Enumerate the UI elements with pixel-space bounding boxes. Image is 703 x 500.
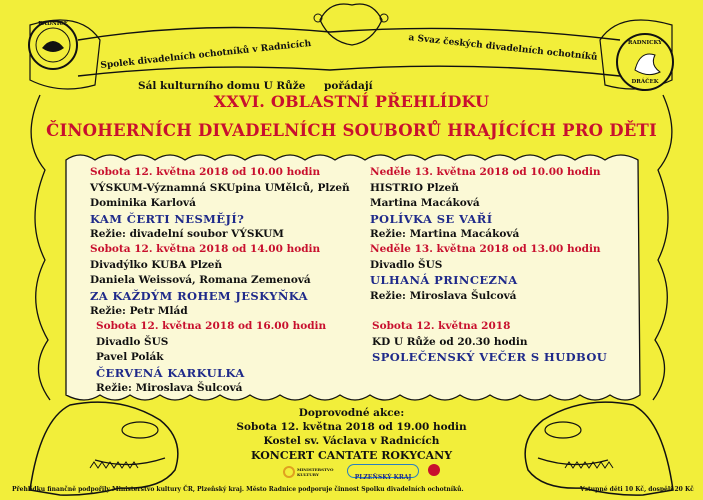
right-organizer: a Svaz českých divadelních ochotníků (407, 33, 598, 63)
event-date: Neděle 13. května 2018 od 10.00 hodin (370, 166, 601, 178)
event-card (96, 319, 326, 397)
event-date: Neděle 13. května 2018 od 13.00 hodin (370, 243, 601, 255)
jester-hat (320, 4, 382, 45)
radnice-logo-text: RADNICE (38, 21, 68, 27)
event-card (90, 165, 350, 243)
left-organizer: Spolek divadelních ochotníků v Radnicích (100, 38, 312, 72)
event-author: Martina Macáková (370, 197, 480, 209)
event-date: Sobota 12. května 2018 od 16.00 hodin (96, 320, 327, 332)
event-date: Sobota 12. května 2018 od 14.00 hodin (90, 243, 321, 255)
event-director: Režie: Miroslava Šulcová (370, 289, 517, 302)
footer-admission: Vstupné děti 10 Kč, dospělí 20 Kč (580, 486, 694, 493)
event-title: ČERVENÁ KARKULKA (96, 365, 245, 380)
event-director: Režie: Martina Macáková (370, 228, 520, 240)
event-title: POLÍVKA SE VAŘÍ (370, 211, 493, 226)
event-director: Režie: Petr Mlád (90, 305, 188, 317)
event-title: ULHANÁ PRINCEZNA (370, 273, 518, 287)
event-author: Dominika Karlová (90, 197, 196, 209)
radnice-crest-icon (428, 464, 440, 476)
event-title: KAM ČERTI NESMĚJÍ? (90, 211, 245, 226)
festival-title-line2: ČINOHERNÍCH DIVADELNÍCH SOUBORŮ HRAJÍCÍCH PRO DĚTI (46, 121, 657, 140)
venue-line: Sál kulturního domu U Růže (138, 80, 306, 92)
accompanying-heading: Doprovodné akce: (298, 407, 405, 419)
event-group: VÝSKUM-Významná SKUpina UMělců, Plzeň (90, 181, 350, 194)
accompanying-line3: KONCERT CANTATE ROKYCANY (250, 449, 453, 462)
event-title: ZA KAŽDÝM ROHEM JESKYŇKA (90, 288, 308, 303)
event-card (90, 242, 320, 320)
dracek-logo-top-text: RADNICKÝ (627, 40, 663, 46)
accompanying-line2: Kostel sv. Václava v Radnicích (263, 435, 440, 447)
dracek-logo-bottom-text: DRÁČEK (631, 79, 659, 85)
footer-support: Přehlídku finančně podpořily Ministerstvo kultury ČR, Plzeňský kraj. Město Radnice podporuje činnost Spolku divadelních ochotníků. (12, 486, 464, 493)
event-group: Divadlo ŠUS (370, 258, 443, 271)
event-author: Daniela Weissová, Romana Zemenová (90, 274, 311, 286)
presenter-verb: pořádají (324, 80, 373, 92)
event-author: Pavel Polák (96, 351, 164, 363)
event-director: Režie: Miroslava Šulcová (96, 382, 243, 394)
festival-title-line1: XXVI. OBLASTNÍ PŘEHLÍDKU (213, 92, 490, 111)
event-group: Divadýlko KUBA Plzeň (90, 258, 223, 271)
event-group: KD U Růže od 20.30 hodin (372, 335, 528, 348)
event-date: Sobota 12. května 2018 od 10.00 hodin (90, 166, 321, 178)
event-card (370, 242, 601, 304)
accompanying-line1: Sobota 12. května 2018 od 19.00 hodin (236, 421, 467, 433)
event-card (372, 319, 607, 366)
sponsor-plzen: PLZEŇSKÝ KRAJ (354, 474, 412, 481)
sponsor-ministry: MINISTERSTVO KULTURY (297, 467, 334, 477)
event-card (370, 165, 601, 243)
event-group: Divadlo ŠUS (96, 335, 169, 348)
event-title: SPOLEČENSKÝ VEČER S HUDBOU (372, 350, 608, 364)
event-director: Režie: divadelní soubor VÝSKUM (90, 228, 284, 240)
event-group: HISTRIO Plzeň (370, 181, 459, 194)
event-date: Sobota 12. května 2018 (372, 320, 511, 332)
ministry-logo-icon (283, 466, 295, 478)
